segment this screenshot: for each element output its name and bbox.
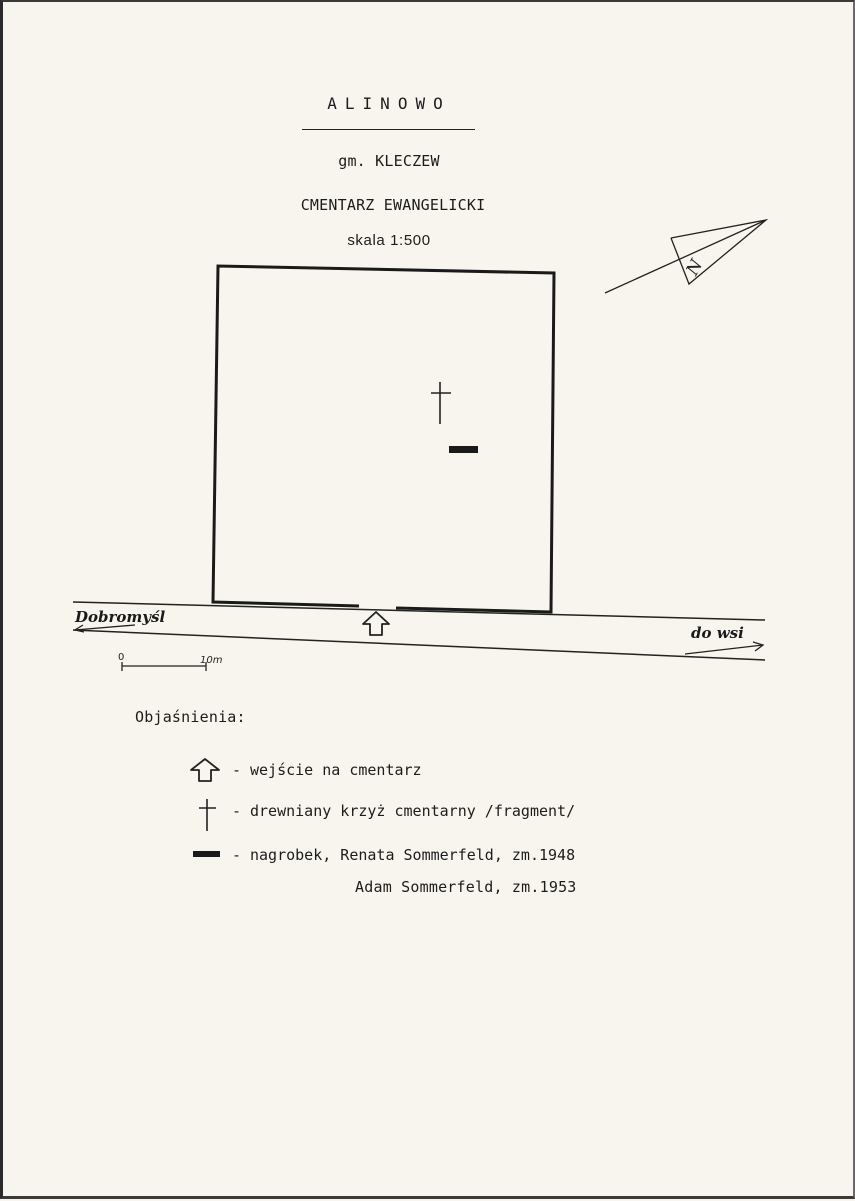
- legend-dash: -: [232, 802, 242, 820]
- cross-icon: [190, 798, 222, 832]
- legend-text-grave: nagrobek, Renata Sommerfeld, zm.1948: [250, 846, 576, 864]
- grave-icon: [190, 842, 222, 870]
- road-right-label: do wsi: [691, 624, 744, 642]
- entrance-arrow-icon: [363, 612, 389, 635]
- legend-dash: -: [232, 846, 242, 864]
- cross-marker-icon: [431, 382, 451, 424]
- north-arrow-icon: [605, 220, 766, 293]
- legend-item-cross: [190, 798, 610, 832]
- road-left-label: Dobromyśl: [75, 608, 166, 626]
- legend-heading: Objaśnienia:: [135, 708, 246, 726]
- document-title: ALINOWO: [327, 94, 451, 113]
- scale-bar-end-label: 10m: [200, 655, 223, 666]
- legend-text-cross: drewniany krzyż cmentarny /fragment/: [250, 802, 576, 820]
- municipality-label: gm. KLECZEW: [338, 152, 440, 170]
- scale-label: skala 1:500: [347, 232, 431, 249]
- cemetery-name: CMENTARZ EWANGELICKI: [300, 196, 486, 214]
- grave-marker-icon: [449, 446, 478, 453]
- legend-text-entrance: wejście na cmentarz: [250, 761, 422, 779]
- legend-item-entrance: [190, 757, 490, 785]
- north-label: N: [682, 256, 708, 279]
- legend-item-grave: [190, 842, 630, 870]
- legend-text-grave-continuation: Adam Sommerfeld, zm.1953: [355, 878, 577, 896]
- road-right-arrow: [685, 645, 763, 654]
- scale-bar-start-label: 0: [118, 652, 125, 663]
- site-plan-map: [3, 2, 855, 1201]
- entrance-arrow-icon: [190, 757, 222, 785]
- road: [73, 602, 765, 660]
- cemetery-boundary: [213, 266, 554, 612]
- legend-dash: -: [232, 761, 242, 779]
- scale-bar: [122, 662, 206, 671]
